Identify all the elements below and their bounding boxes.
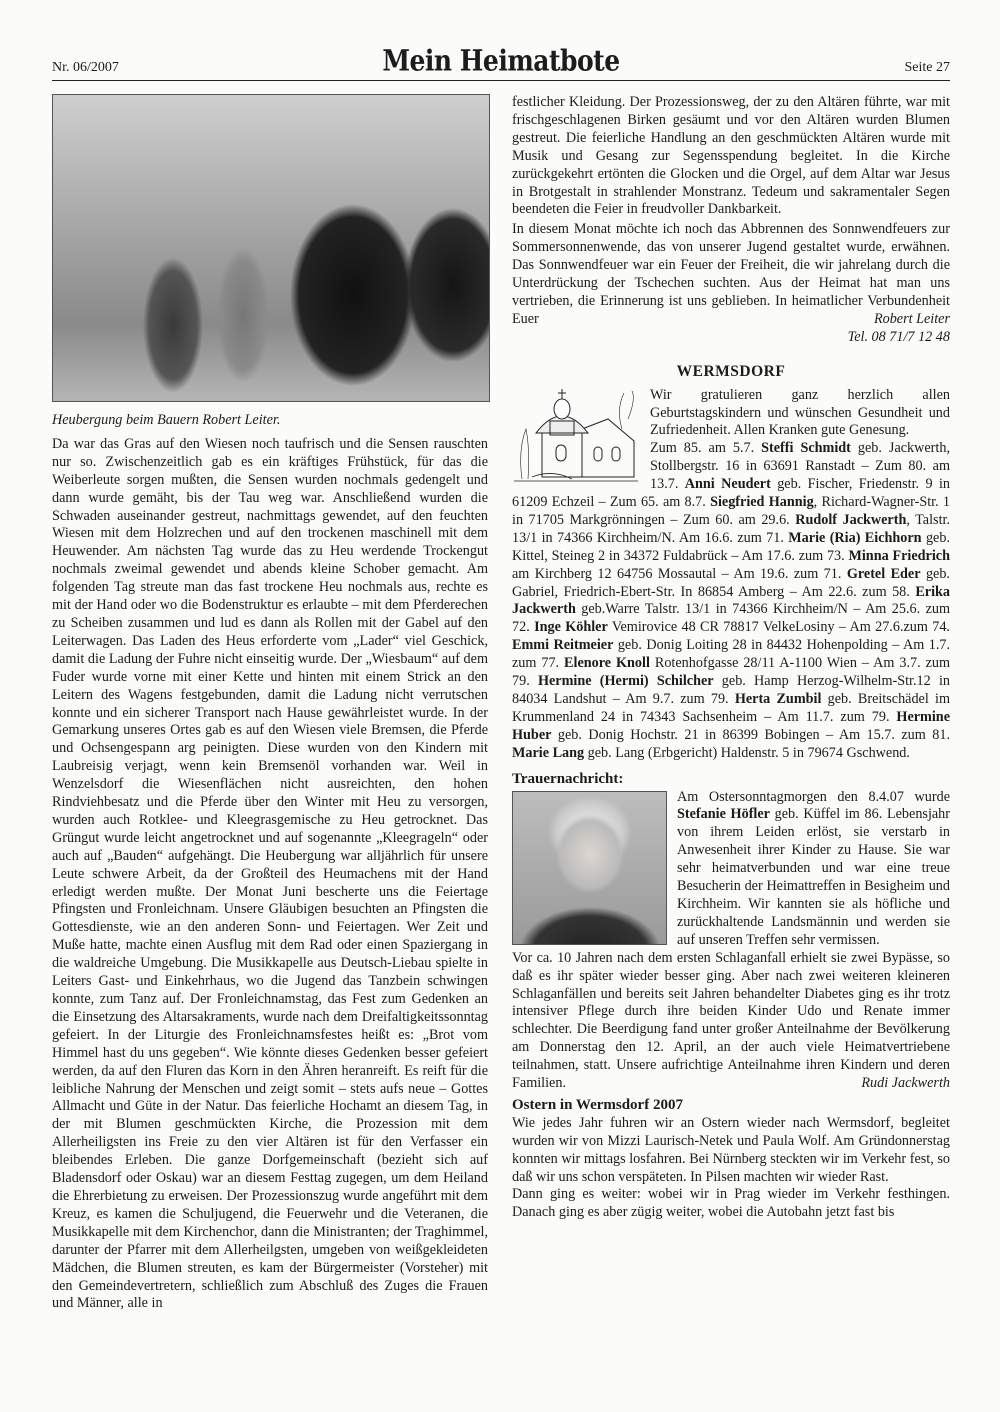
issue-number: Nr. 06/2007 (52, 60, 119, 75)
birthday-name: Siegfried Hannig (710, 494, 814, 511)
birthday-address: geb. Breitschädel im Krummenland 24 in 74343 Sachsenheim – (512, 691, 950, 725)
section-title-wermsdorf: WERMSDORF (676, 362, 786, 380)
birthday-entry: Zum 85. am 5.7. (650, 440, 762, 457)
church-illustration (512, 389, 640, 487)
birthday-name: Emmi Reitmeier (512, 637, 614, 654)
birthday-name: Rudolf Jackwerth (795, 511, 907, 528)
procession-paragraph: festlicher Kleidung. Der Prozessionsweg, der zu den Altären führte, war mit frischgeschlagenen Birken gesäumt und vor den Altären wurden Blumen gestreut. Die feierliche Handlung an den geschmückten Altären wurde mit Musik und Gesang zur Segensspendung begleitet. In die Kirche zurückgekehrt ertönten die Glocken und die Orgel, auf dem Altar war Jesus in Brotgestalt in strahlender Monstranz. Tedeum und sakramentaler Segen beendeten die Feier in freudvoller Dankbarkeit. (512, 94, 950, 218)
obituary-title: Trauernachricht: (512, 770, 624, 787)
birthday-name: Gretel Eder (846, 565, 921, 582)
author-phone: Tel. 08 71/7 12 48 (847, 328, 950, 345)
birthday-entry: Am 15.7. zum 81. (838, 726, 950, 743)
birthday-address: , Richard-Wagner-Str. 1 in 71705 Markgrönningen – (512, 494, 950, 528)
solstice-text: In diesem Monat möchte ich noch das Abbrennen des Sonnwendfeuers zur Sommersonnenwende, das von unserer Jugend gestaltet wurde, erwähnen. Das Sonnwendfeuer war ein Feuer der Freiheit, die wir jahrelang durch die Unterdrückung der Tschechen suchten. Aus der Heimat hat man uns vertrieben, die Erinnerung ist uns geblieben. In heimatlicher Verbundenheit Euer (512, 221, 950, 327)
easter-title: Ostern in Wermsdorf 2007 (512, 1096, 683, 1113)
obituary-name: Stefanie Höfler (677, 806, 770, 823)
birthday-address: geb. Fischer, Friedenstr. 9 in 61209 Echzeil – (512, 476, 950, 511)
birthday-entry: Am 27.6.zum 74. (849, 619, 950, 636)
birthday-name: Steffi Schmidt (761, 440, 851, 457)
birthday-name: Marie Lang (512, 744, 585, 761)
birthday-name: Inge Köhler (534, 619, 608, 636)
obituary-signature: Rudi Jackwerth (861, 1075, 950, 1092)
birthday-name: Minna Friedrich (848, 547, 950, 564)
obituary-portrait (512, 791, 667, 945)
birthday-entry: Am 11.7. zum 79. (777, 708, 897, 725)
birthday-entry: Am 9.7. zum 79. (625, 691, 735, 707)
birthday-address: geb. Donig Loiting 28 in 84432 Hohenpolding – (613, 637, 903, 654)
birthday-entry: Am 16.6. zum 71. (678, 529, 789, 546)
birthday-name: Herta Zumbil (734, 691, 822, 707)
page-number: Seite 27 (904, 60, 950, 75)
birthday-entry: Am 17.6. zum 73. (741, 547, 849, 564)
birthday-address: geb.Warre Talstr. 13/1 in 74366 Kirchheim/N – (575, 601, 866, 618)
obituary-text: Am Ostersonntagmorgen den 8.4.07 wurde (677, 788, 950, 805)
birthday-address: geb. Hamp Herzog-Wilhelm-Str.12 in 84034 Landshut – (512, 673, 950, 707)
obituary-text: geb. Küffel im 86. Lebensjahr von ihrem Leiden erlöst, sie verstarb in Anwesenheit ihrer Kinder zu Hause. Sie war sehr heimatverbunden und war eine treue Besucherin der Heimattreffen in Besigheim und Kirchheim. Wir kannten sie als höfliche und zurückhaltende Landsmännin und werden sie auf unseren Treffen sehr vermissen. (677, 806, 950, 948)
birthday-entry: Am 3.7. zum 79. (512, 655, 950, 690)
solstice-paragraph (512, 221, 950, 328)
birthday-entry: Am 25.6. zum 72. (512, 601, 950, 636)
newspaper-logo: Mein Heimatbote (382, 43, 620, 78)
birthday-address: geb. Gabriel, Friedrich-Ebert-Str. In 86854 Amberg – (512, 565, 950, 600)
easter-paragraph: Wie jedes Jahr fuhren wir an Ostern wieder nach Wermsdorf, begleitet wurden wir von Mizzi Laurisch-Netek und Paula Wolf. Am Gründonnerstag konnten wir mittags losfahren. Bei Nürnberg steckten wir im Verkehr fest, so daß wir uns schon verspäteten. In Pilsen machten wir wieder Rast. (512, 1114, 950, 1185)
birthday-entry: Zum 65. am 8.7. (609, 494, 711, 511)
hay-harvest-photo (52, 94, 490, 402)
birthday-name: Erika Jackwerth (512, 583, 950, 618)
birthday-address: geb. Donig Hochstr. 21 in 86399 Bobingen – (551, 726, 839, 743)
hay-harvest-article: Da war das Gras auf den Wiesen noch taufrisch und die Sensen rauschten nur so. Zwischenzeitlich gab es ein kräftiges Frühstück, für das die Weiberleute sorgen mußten, die Sensen wurden nochmals gedengelt und dann wurde gemäht, bis der Tau weg war. Anschließend wurden die Schwaden auseinander gestreut, nachmittags gewendet, auf den feuchten Wiesen mit dem Holzrechen und auf den trockenen maschinell mit dem Heuwender. Am nächsten Tag wurde das zu Heu werdende Trockengut nochmals zweimal gewendet und abends kleine Schober gemacht. Am folgenden Tag streute man das fast trockene Heu nochmals aus, rechte es mit der Hand oder wo die Bodenstruktur es erlaubte – mit dem Pferderechen zu Scheiben zusammen und lud es dann als Rollen mit der Gabel auf den Leiterwagen. Das Laden des Heus erforderte vom „Lader“ viel Geschick, damit die Ladung der Fuhre nicht einseitig wurde. Der „Wiesbaum“ auf dem Fuder wurde vorne mit einer Kette und hinten mit einem Strick an den Leitern des Wagens festgebunden, damit die Ladung nicht verrutschen konnte und ein sicherer Transport nach Hause gewährleistet wurde. In der Gemarkung unseres Ortes gab es auf den Wiesen viele Bremsen, die Pferde und Ochsengespann arg peinigten. Diese wurden von den Kindern mit Laubreisig verjagt, wenn kein Bremsenöl vorhanden war. Weil in Wenzelsdorf die Wiesenflächen nicht ausreichten, den hohen Rindviehbesatz und die Pferde über den Winter mit Heu zu versorgen, wurden auch Rotklee- und Kleegrasgemische zu Heu getrocknet. Das Grüngut wurde leicht angetrocknet und auf sogenannte „Kleegrageln“ oder auch auf „Bauden“ aufgehängt. Die Heubergung war alljährlich für unsere Leute schwere Arbeit, da der Großteil des Heumachens mit der Hand erledigt werden mußte. Der Monat Juni bescherte uns die Feiertage Pfingsten und Fronleichnam. Unsere Gläubigen besuchten an Pfingsten die Gottesdienste, wie an den anderen Sonn- und Feiertagen. Wer Zeit und Muße hatte, machte einen Ausflug mit dem Rad oder einen Spaziergang in die waldreiche Umgebung. Die Musikkapelle aus Deutsch-Liebau spielte in Leiters Gast- und Einkehrhaus, wo die Jugend das Tanzbein schwingen konnte, zum Tanz auf. Der Fronleichnamstag, das Fest zum Gedenken an die Einsetzung des Altarsakraments, wurde nach dem Dreifaltigkeitssonntag gefeiert. In der Liturgie des Fronleichnamsfestes heißt es: „Brot vom Himmel hast du uns gegeben“. Wie könnte dieses Gedenken besser gefeiert werden, da auf den Fluren das Korn in den Ähren heranreift. Es reift für die leibliche Nahrung der Menschen und zeigt somit – stets aufs neue – Gottes Allmacht und Güte in der Natur. Das feierliche Hochamt an diesem Tag, in der mit Blumen geschmückten Kirche, die Prozession mit dem Allerheiligsten ins Freie zu den vier Altären ist für den Verfasser ein bleibendes Erleben. Die ganze Dorfgemeinschaft (bezieht sich auf Bladensdorf oder Oskau) war an diesem Festtag zugegen, um dem Heiland die Ehrerbietung zu erweisen. Der Prozessionszug wurde angeführt mit dem Kreuz, es kamen die Schuljugend, die Feuerwehr und die Veteranen, die Musikkapelle mit dem Kirchenchor, dann die Ministranten; der Traghimmel, darunter der Pfarrer mit dem Allerheilgsten, umgeben von weißgekleideten Mädchen, die Blumen streuten, es kam der Bürgermeister (Vorsteher) mit den Gemeindevertretern, schließlich zum Abschluß des Zuges die Frauen und Männer, alle in (52, 435, 488, 1312)
birthday-address: am Kirchberg 12 64756 Mossautal – (512, 565, 734, 582)
birthday-address: Vemirovice 48 CR 78817 VelkeLosiny – (607, 619, 850, 636)
birthday-name: Marie (Ria) Eichhorn (788, 529, 922, 546)
easter-paragraph-2: Dann ging es weiter: wobei wir in Prag wieder im Verkehr festhingen. Danach ging es aber zügig weiter, wobei die Autobahn jetzt fast bis (512, 1186, 950, 1221)
birthday-entry: Zum 60. am 29.6. (682, 511, 796, 528)
birthday-address: Rotenhofgasse 28/11 A-1100 Wien – (649, 655, 874, 672)
obituary-text: Vor ca. 10 Jahren nach dem ersten Schlaganfall erhielt sie zwei Bypässe, so daß es ihr später wieder besser ging. Aber nach zwei weiteren kleineren Schlaganfällen und bereits seit Jahren behandelter Diabetes ging es ihr trotz intensiver Pflege durch ihre beiden Kinder Udo und Renate immer schlechter. Die Beerdigung fand unter großer Anteilnahme der Bevölkerung am Donnerstag den 12. April, an der auch viele Heimatvertriebene teilnahmen, statt. Unsere aufrichtige Anteilnahme ihren Kindern und deren Familien. (512, 949, 950, 1092)
birthday-name: Anni Neudert (684, 476, 771, 493)
author-signature: Robert Leiter (873, 310, 950, 327)
birthday-name: Elenore Knoll (564, 655, 650, 672)
birthday-address: geb. Jackwerth, Stollbergstr. 16 in 63691 Ranstadt – (650, 440, 950, 475)
right-column (512, 94, 950, 1222)
page-header (52, 40, 950, 81)
birthday-name: Hermine Huber (512, 708, 950, 743)
birthday-entry: Am 1.7. zum 77. (512, 637, 951, 672)
photo-caption: Heubergung beim Bauern Robert Leiter. (52, 412, 281, 428)
birthday-address: , Talstr. 13/1 in 74366 Kirchheim/N. (512, 511, 951, 546)
birthday-address: geb. Kittel, Steineg 2 in 34372 Fuldabrück – (512, 529, 950, 564)
birthday-entry: Am 19.6. zum 71. (733, 565, 847, 582)
obituary-paragraph-2 (512, 950, 950, 1093)
birthday-list (512, 440, 950, 762)
birthday-entry: Zum 80. am 13.7. (650, 458, 950, 493)
birthday-address: geb. Lang (Erbgericht) Haldenstr. 5 in 79674 Gschwend. (584, 744, 910, 761)
birthday-name: Hermine (Hermi) Schilcher (537, 673, 714, 690)
left-column (52, 94, 488, 1313)
birthday-greeting: Wir gratulieren ganz herzlich allen Geburtstagskindern und wünschen Gesundheit und Zufriedenheit. Allen Kranken gute Genesung. (650, 386, 950, 439)
birthday-entry: Am 22.6. zum 58. (801, 583, 916, 600)
